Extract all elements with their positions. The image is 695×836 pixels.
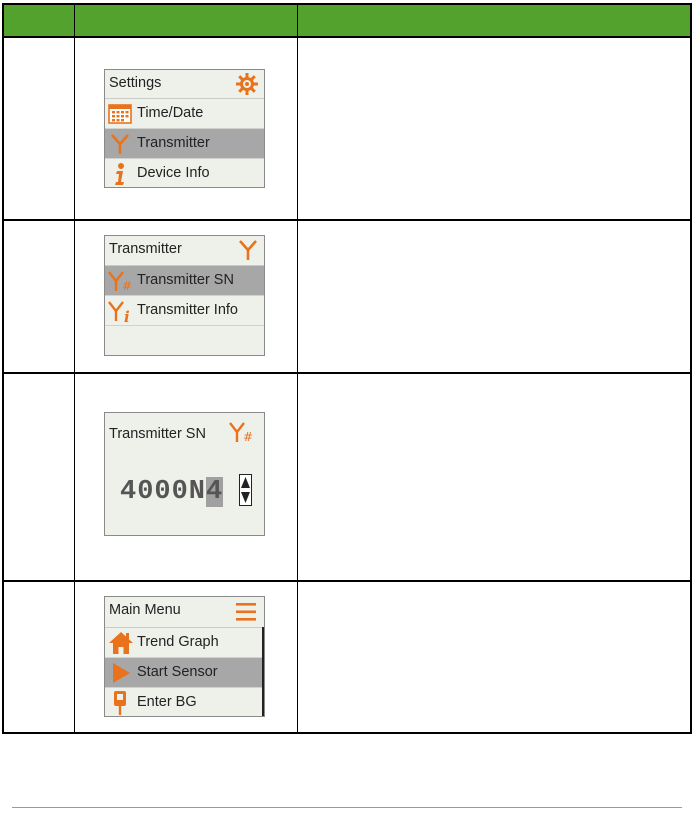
transmitter-screen [104,235,265,356]
menu-item-transmitter-sn[interactable] [105,266,264,296]
row-divider [4,219,690,221]
menu-item-transmitter-info[interactable] [105,296,264,326]
antenna-icon [110,133,130,155]
menu-item-label: Transmitter Info [137,302,238,318]
up-arrow-icon[interactable] [241,477,250,488]
screen-title: Main Menu [109,602,181,618]
screen-title: Settings [109,75,162,91]
serial-number-value: 4000N [120,477,207,507]
svg-text:#: # [243,430,254,443]
settings-screen [104,69,265,188]
blood-meter-icon [112,690,128,716]
svg-text:i: i [124,308,130,324]
footer-rule [12,807,682,808]
menu-item-label: Device Info [137,165,210,181]
menu-item-time-date[interactable] [105,99,264,129]
transmitter-sn-screen [104,412,265,536]
menu-item-transmitter[interactable] [105,129,264,159]
menu-icon[interactable] [235,602,257,622]
home-icon [108,631,134,655]
screen-title: Transmitter [109,241,182,257]
scrollbar[interactable] [262,627,264,716]
antenna-hash-icon [107,270,137,292]
menu-item-label: Start Sensor [137,664,218,680]
main-menu-screen [104,596,265,717]
play-icon [111,662,131,684]
menu-item-label: Transmitter SN [137,272,234,288]
menu-item-label: Time/Date [137,105,204,121]
down-arrow-icon[interactable] [241,492,250,503]
serial-number-entry[interactable] [120,477,223,507]
antenna-info-icon [107,300,137,324]
menu-item-label: Trend Graph [137,634,219,650]
row-divider [4,580,690,582]
menu-item-trend-graph[interactable] [105,628,262,658]
info-icon [112,162,128,186]
screen-title: Transmitter SN [109,426,206,442]
table-header [4,5,690,38]
serial-number-cursor-digit[interactable]: 4 [206,477,224,507]
calendar-icon [108,103,132,124]
svg-text:#: # [122,279,133,292]
menu-item-label: Enter BG [137,694,197,710]
column-divider [74,5,75,732]
menu-item-label: Transmitter [137,135,210,151]
gear-icon [235,72,259,96]
menu-item-device-info[interactable] [105,159,264,188]
antenna-hash-icon [228,421,258,443]
antenna-icon [238,239,258,261]
row-divider [4,372,690,374]
menu-item-start-sensor[interactable] [105,658,262,688]
column-divider [297,5,298,732]
digit-spinner[interactable] [239,474,252,506]
menu-item-enter-bg[interactable] [105,688,262,717]
